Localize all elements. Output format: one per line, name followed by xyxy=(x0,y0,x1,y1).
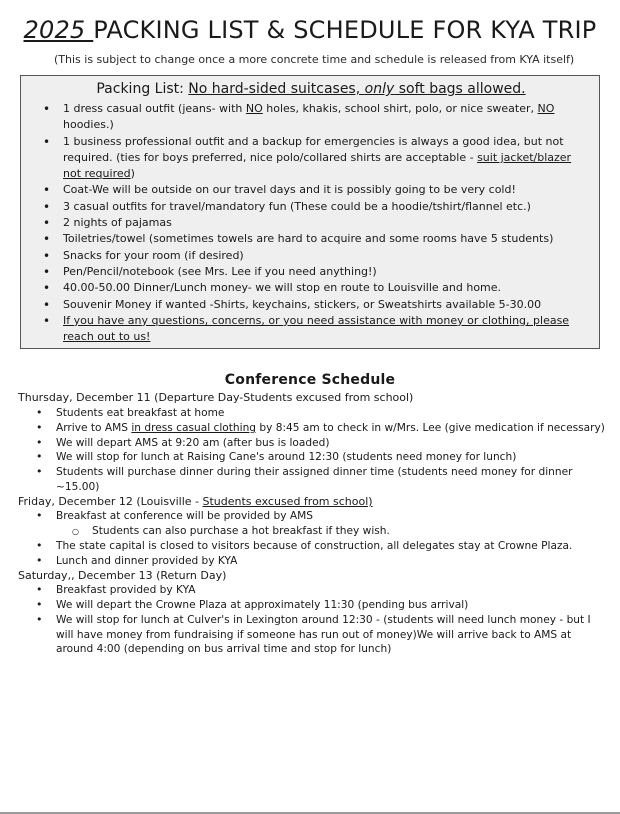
saturday-breakfast: • Breakfast provided by KYA xyxy=(0,583,620,598)
packing-item-snacks: • Snacks for your room (if desired) xyxy=(31,248,591,264)
packing-item-questions: • If you have any questions, concerns, or you need assistance with money or clothing, please reach out to us! xyxy=(31,313,591,346)
item-text: Friday, December 12 (Louisville - xyxy=(18,494,203,508)
saturday-heading: Saturday,, December 13 (Return Day) xyxy=(18,568,227,582)
packing-item-souvenir-money: • Souvenir Money if wanted -Shirts, keychains, stickers, or Sweatshirts available 5-30.00 xyxy=(31,297,591,313)
friday-meals: • Lunch and dinner provided by KYA xyxy=(0,554,620,569)
friday-list xyxy=(0,509,620,568)
page-title xyxy=(10,14,610,47)
saturday-depart: • We will depart the Crowne Plaza at approximately 11:30 (pending bus arrival) xyxy=(0,598,620,613)
item-emphasis: suit jacket/blazer not required xyxy=(63,150,572,181)
luggage-rule-only: only xyxy=(364,81,395,97)
luggage-rule xyxy=(188,81,525,97)
item-text: 1 business professional outfit and a backup for emergencies is always a good idea, but not required. (ties for boys preferred, nice polo/collared shirts are acceptable - xyxy=(63,134,564,164)
subject-to-change-note: (This is subject to change once a more concrete time and schedule is released from KYA itself) xyxy=(54,53,575,66)
item-text: Arrive to AMS xyxy=(56,421,132,434)
friday-breakfast: • Breakfast at conference will be provided by AMS xyxy=(0,509,620,524)
thursday-breakfast: • Students eat breakfast at home xyxy=(0,406,620,421)
packing-item-pen: • Pen/Pencil/notebook (see Mrs. Lee if you need anything!) xyxy=(31,264,591,280)
thursday-arrive xyxy=(0,421,620,436)
thursday-lunch: • We will stop for lunch at Raising Cane's around 12:30 (students need money for lunch) xyxy=(0,450,620,465)
packing-item-pajamas: • 2 nights of pajamas xyxy=(31,215,591,231)
item-text: 1 dress casual outfit (jeans- with xyxy=(63,102,246,115)
item-text: hoodies.) xyxy=(63,118,114,132)
thursday-heading: Thursday, December 11 (Departure Day-Students excused from school) xyxy=(18,391,414,405)
document-page xyxy=(0,14,620,814)
packing-list-heading xyxy=(31,80,591,99)
conference-schedule-title: Conference Schedule xyxy=(224,372,396,389)
packing-item-coat: • Coat-We will be outside on our travel days and it is possibly going to be very cold! xyxy=(31,182,591,198)
item-emphasis: Students excused from school) xyxy=(202,494,373,508)
item-emphasis: in dress casual clothing xyxy=(131,421,257,434)
thursday-dinner: • Students will purchase dinner during their assigned dinner time (students need money for dinner ~15.00) xyxy=(0,465,620,495)
title-year: 2025 xyxy=(23,16,94,44)
packing-item-business xyxy=(31,134,591,183)
luggage-rule-part-1: No hard-sided suitcases, xyxy=(188,81,365,97)
item-emphasis: NO xyxy=(537,102,555,115)
item-emphasis: NO xyxy=(245,102,263,115)
packing-item-dinner-money: • 40.00-50.00 Dinner/Lunch money- we will stop en route to Louisville and home. xyxy=(31,280,591,296)
saturday-lunch: • We will stop for lunch at Culver's in Lexington around 12:30 - (students will need lunch money - but I will have money from fundraising if someone has run out of money)We will arrive back to AMS at around 4:00 (depending on bus arrival time and stop for lunch) xyxy=(0,613,620,657)
luggage-rule-part-2: soft bags allowed. xyxy=(394,81,526,97)
friday-heading xyxy=(18,495,620,510)
packing-item-toiletries: • Toiletries/towel (sometimes towels are hard to acquire and some rooms have 5 students) xyxy=(31,231,591,247)
packing-list xyxy=(31,101,591,345)
packing-item-casual-outfits: • 3 casual outfits for travel/mandatory fun (These could be a hoodie/tshirt/flannel etc.) xyxy=(31,199,591,215)
item-text: by 8:45 am to check in w/Mrs. Lee (give medication if necessary) xyxy=(256,421,605,434)
friday-capital: • The state capital is closed to visitors because of construction, all delegates stay at Crowne Plaza. xyxy=(0,539,620,554)
friday-hot-breakfast: ○ Students can also purchase a hot breakfast if they wish. xyxy=(0,524,620,539)
item-text: ) xyxy=(130,167,135,181)
packing-list-label: Packing List: xyxy=(96,81,189,97)
title-text: PACKING LIST & SCHEDULE FOR KYA TRIP xyxy=(93,16,597,44)
thursday-list xyxy=(0,406,620,495)
saturday-list xyxy=(0,583,620,657)
item-text: holes, khakis, school shirt, polo, or nice sweater, xyxy=(262,102,538,115)
packing-item-dress-casual xyxy=(31,101,591,134)
thursday-depart: • We will depart AMS at 9:20 am (after bus is loaded) xyxy=(0,436,620,451)
packing-list-box xyxy=(20,75,600,349)
